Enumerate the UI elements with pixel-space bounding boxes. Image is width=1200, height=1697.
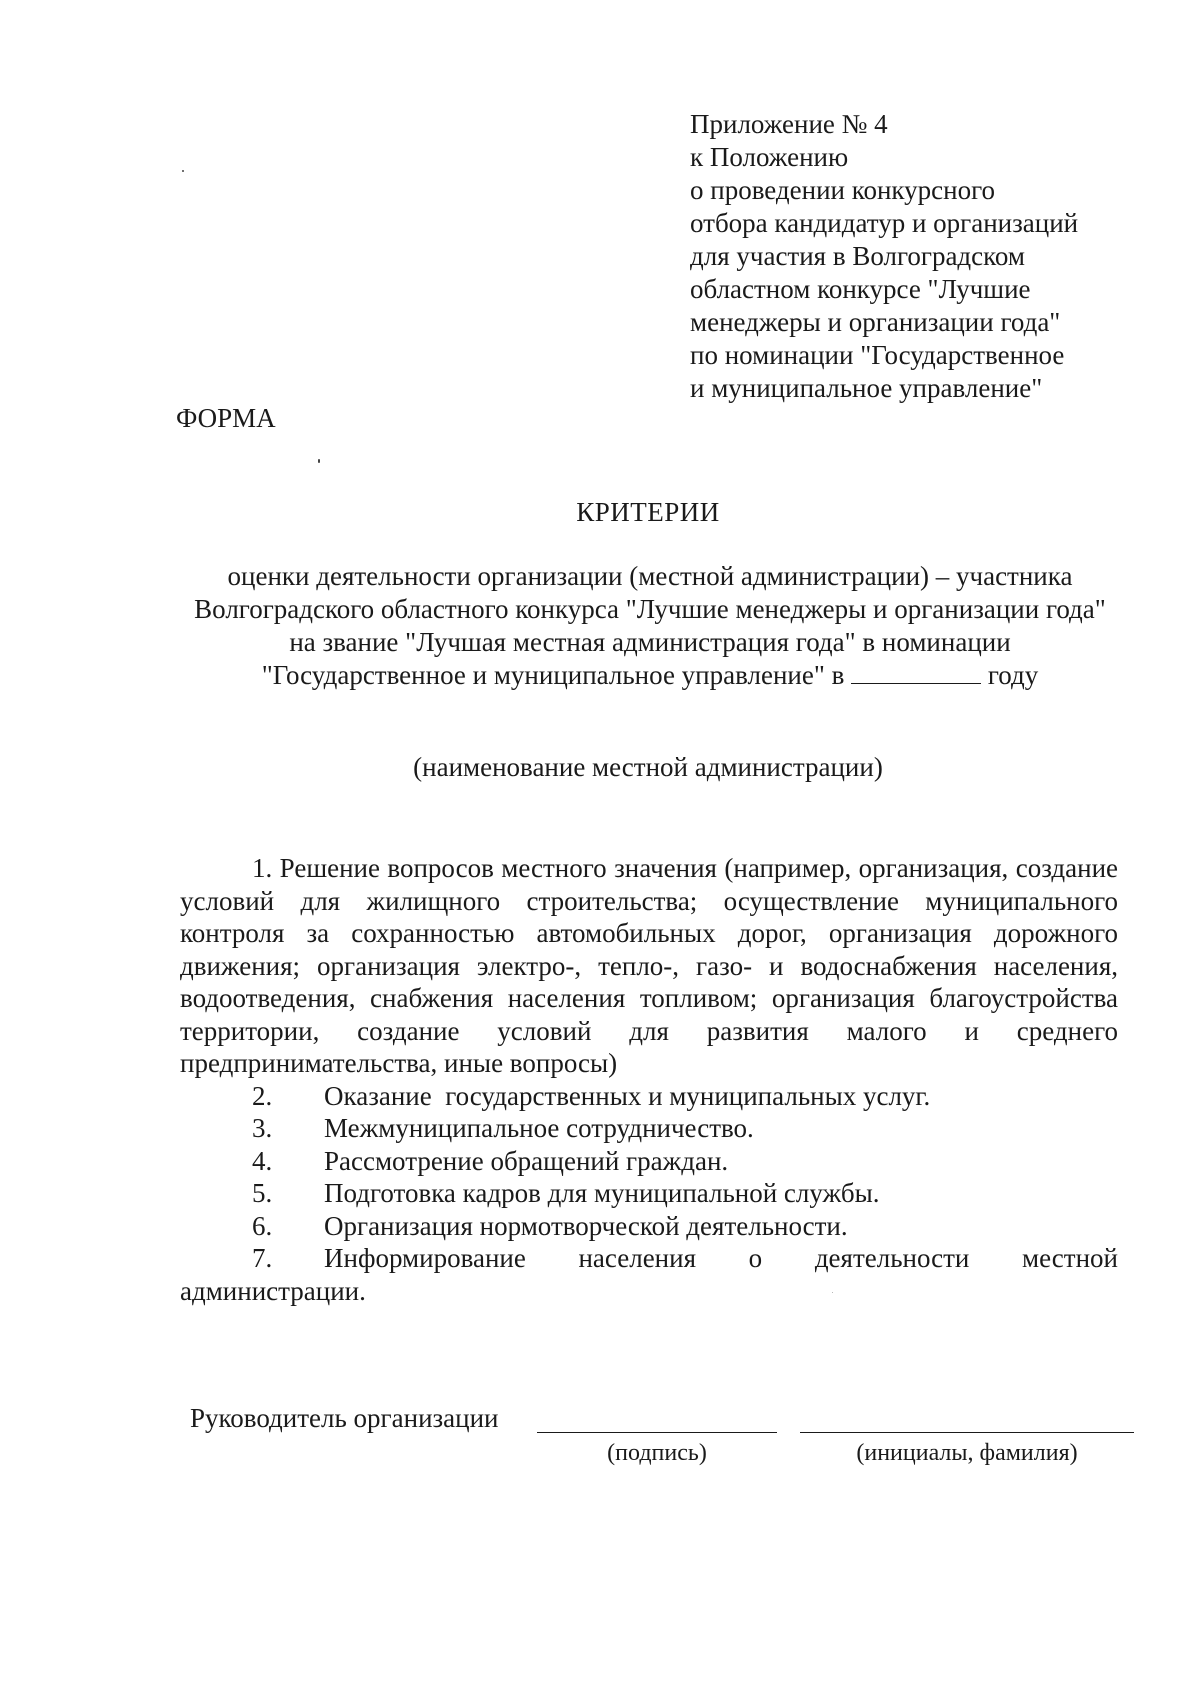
item-text	[324, 1242, 1118, 1275]
document-title: КРИТЕРИИ	[576, 497, 720, 527]
criteria-item-7	[180, 1242, 1118, 1275]
item-word: деятельности	[814, 1243, 970, 1273]
signature-line[interactable]	[537, 1432, 777, 1433]
criteria-item	[180, 1177, 1118, 1210]
appendix-line: и муниципальное управление"	[690, 373, 1043, 403]
year-blank-field[interactable]	[851, 661, 981, 684]
item-text: Оказание государственных и муниципальных услуг.	[324, 1080, 931, 1111]
scan-speck	[318, 459, 320, 463]
criteria-item	[180, 1145, 1118, 1178]
appendix-line: отбора кандидатур и организаций	[690, 208, 1079, 238]
name-line[interactable]	[800, 1432, 1134, 1433]
subtitle-line	[180, 659, 1120, 692]
appendix-header	[690, 108, 1170, 405]
item-text: Рассмотрение обращений граждан.	[324, 1145, 729, 1176]
subtitle-line: на звание "Лучшая местная администрация года" в номинации	[289, 627, 1011, 657]
item-number: 7.	[252, 1243, 273, 1273]
item-text: Межмуниципальное сотрудничество.	[324, 1113, 754, 1143]
scan-speck	[832, 1292, 833, 1293]
document-subtitle	[180, 560, 1120, 692]
appendix-line: Приложение № 4	[690, 109, 888, 139]
appendix-line: для участия в Волгоградском	[690, 241, 1025, 271]
appendix-line: к Положению	[690, 142, 849, 172]
scan-speck	[182, 170, 184, 172]
item-number: 5.	[252, 1178, 273, 1208]
item-number: 4.	[252, 1145, 273, 1176]
admin-name-caption: (наименование местной администрации)	[413, 752, 883, 782]
appendix-line: по номинации "Государственное	[690, 340, 1065, 370]
item-number: 2.	[252, 1080, 273, 1111]
criteria-item	[180, 1080, 1118, 1113]
form-label: ФОРМА	[176, 403, 276, 433]
item-word: населения	[578, 1243, 696, 1273]
appendix-line: менеджеры и организации года"	[690, 307, 1061, 337]
item-word: Информирование	[324, 1243, 526, 1273]
criteria-item	[180, 1210, 1118, 1243]
criteria-item	[180, 1112, 1118, 1145]
item-continuation: администрации.	[180, 1275, 366, 1306]
appendix-line: о проведении конкурсного	[690, 175, 996, 205]
item-word: местной	[1022, 1243, 1118, 1273]
item-number: 3.	[252, 1113, 273, 1143]
item-text: Организация нормотворческой деятельности.	[324, 1210, 848, 1241]
criteria-item-1: 1. Решение вопросов местного значения (например, организация, создание условий для жилищного строительства; осуществление муниципального контроля за сохранностью автомобильных дорог, организация дорожного движения; организация электро-, тепло-, газо- и водоснабжения населения, водоотведения, снабжения населения топливом; организация благоустройства территории, создание условий для развития малого и среднего предпринимательства, иные вопросы)	[180, 853, 1118, 1078]
appendix-line: областном конкурсе "Лучшие	[690, 274, 1031, 304]
signature-label: Руководитель организации	[190, 1403, 499, 1433]
item-word: о	[748, 1243, 763, 1273]
item-number: 6.	[252, 1210, 273, 1241]
signature-caption: (подпись)	[607, 1440, 707, 1466]
subtitle-line: Волгоградского областного конкурса "Лучшие менеджеры и организации года"	[194, 594, 1106, 624]
criteria-list	[180, 852, 1118, 1307]
subtitle-line-text: году	[987, 660, 1039, 690]
name-caption: (инициалы, фамилия)	[856, 1440, 1078, 1466]
subtitle-line: оценки деятельности организации (местной администрации) – участника	[227, 561, 1073, 591]
subtitle-line-text: "Государственное и муниципальное управление" в	[261, 660, 845, 690]
item-text: Подготовка кадров для муниципальной службы.	[324, 1178, 880, 1208]
